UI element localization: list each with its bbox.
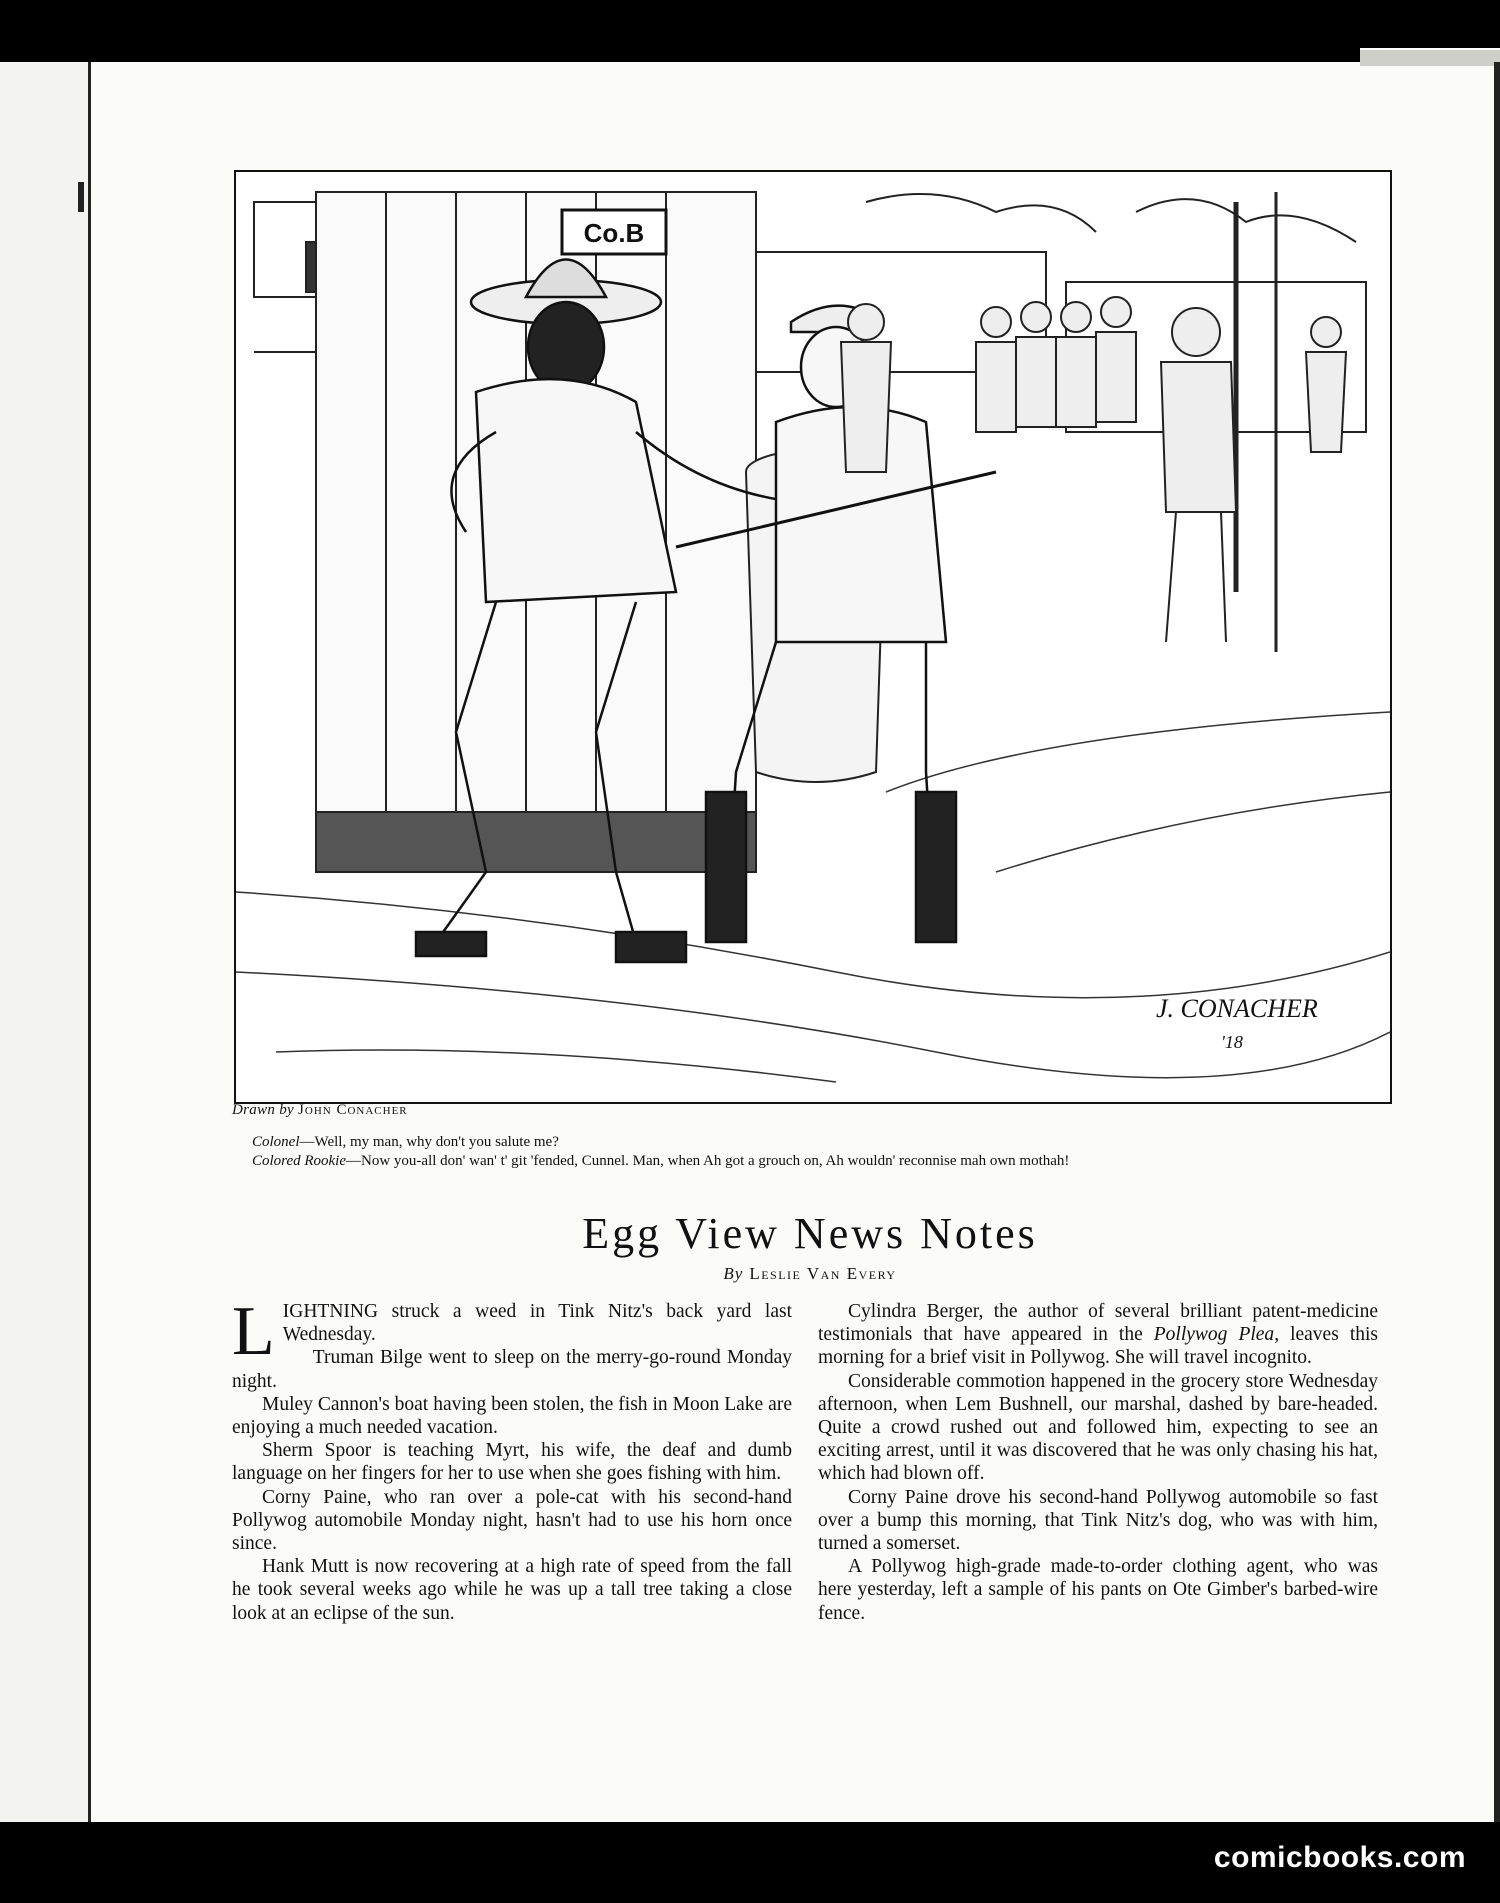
- article-title: Egg View News Notes: [582, 1209, 1038, 1258]
- news-paragraph: Corny Paine drove his second-hand Pollywog automobile so fast over a bump this morning, that Tink Nitz's dog, who was with him, turned a somerset.: [818, 1486, 1378, 1555]
- caption-text-2: —Now you-all don' wan' t' git 'fended, Cunnel. Man, when Ah got a grouch on, Ah wouldn' reconnise mah own mothah!: [346, 1153, 1070, 1169]
- svg-text:Co.B: Co.B: [583, 218, 645, 248]
- news-paragraph: Corny Paine, who ran over a pole-cat with his second-hand Pollywog automobile Monday night, hasn't had to use his horn once since.: [232, 1486, 792, 1555]
- signature-year: '18: [1221, 1032, 1243, 1052]
- article-column-left: [232, 1293, 792, 1625]
- news-paragraph: Sherm Spoor is teaching Myrt, his wife, the deaf and dumb language on her fingers for her to use when she goes fishing with him.: [232, 1440, 792, 1485]
- caption-text-1: —Well, my man, why don't you salute me?: [299, 1134, 559, 1150]
- news-paragraph: Cylindra Berger, the author of several brilliant patent-medicine testimonials that have appeared in the Pollywog Plea, leaves this morning for a brief visit in Pollywog. She will travel incognito.: [818, 1301, 1378, 1369]
- caption-speaker-2: Colored Rookie: [252, 1153, 347, 1169]
- cartoon-drawing: [236, 172, 1390, 1102]
- artist-signature: J. CONACHER: [1156, 994, 1318, 1023]
- credit-artist: John Conacher: [298, 1102, 408, 1118]
- cartoon-illustration: [234, 170, 1392, 1104]
- next-page-edge: [1360, 48, 1500, 66]
- drop-cap: L: [232, 1293, 275, 1370]
- news-paragraph: A Pollywog high-grade made-to-order clothing agent, who was here yesterday, left a sample of his pants on Ote Gimber's barbed-wire fence.: [818, 1556, 1378, 1624]
- publication-name: Pollywog Plea: [1153, 1324, 1275, 1346]
- site-watermark: comicbooks.com: [1213, 1841, 1466, 1874]
- news-paragraph: Muley Cannon's boat having been stolen, the fish in Moon Lake are enjoying a much needed vacation.: [232, 1393, 792, 1439]
- caption-line-2: [252, 1152, 1392, 1171]
- caption-line-1: [252, 1133, 1392, 1152]
- news-paragraph: Considerable commotion happened in the grocery store Wednesday afternoon, when Lem Bushnell, our marshal, dashed by bare-headed. Quite a crowd rushed out and followed him, expecting to see an exciting arrest, until it was discovered that he was only chasing his hat, which had blown off.: [818, 1370, 1378, 1485]
- page-border: [1494, 62, 1500, 1822]
- article-column-right: [818, 1300, 1378, 1625]
- byline-prefix: By: [723, 1264, 744, 1283]
- news-paragraph: LIGHTNING struck a weed in Tink Nitz's back yard last Wednesday.: [232, 1293, 792, 1370]
- news-paragraph: Hank Mutt is now recovering at a high rate of speed from the fall he took several weeks ago while he was up a tall tree taking a close look at an eclipse of the sun.: [232, 1556, 792, 1624]
- byline-author: Leslie Van Every: [749, 1264, 897, 1283]
- illustration-credit: [232, 1102, 408, 1119]
- illustration-caption: [252, 1133, 1392, 1171]
- credit-prefix: Drawn by: [232, 1102, 294, 1118]
- article-byline: [0, 1264, 1500, 1284]
- caption-speaker-1: Colonel: [252, 1134, 300, 1150]
- news-paragraph: Truman Bilge went to sleep on the merry-go-round Monday night.: [232, 1347, 792, 1392]
- binding-mark: [78, 182, 84, 212]
- previous-page-edge: [0, 62, 91, 1822]
